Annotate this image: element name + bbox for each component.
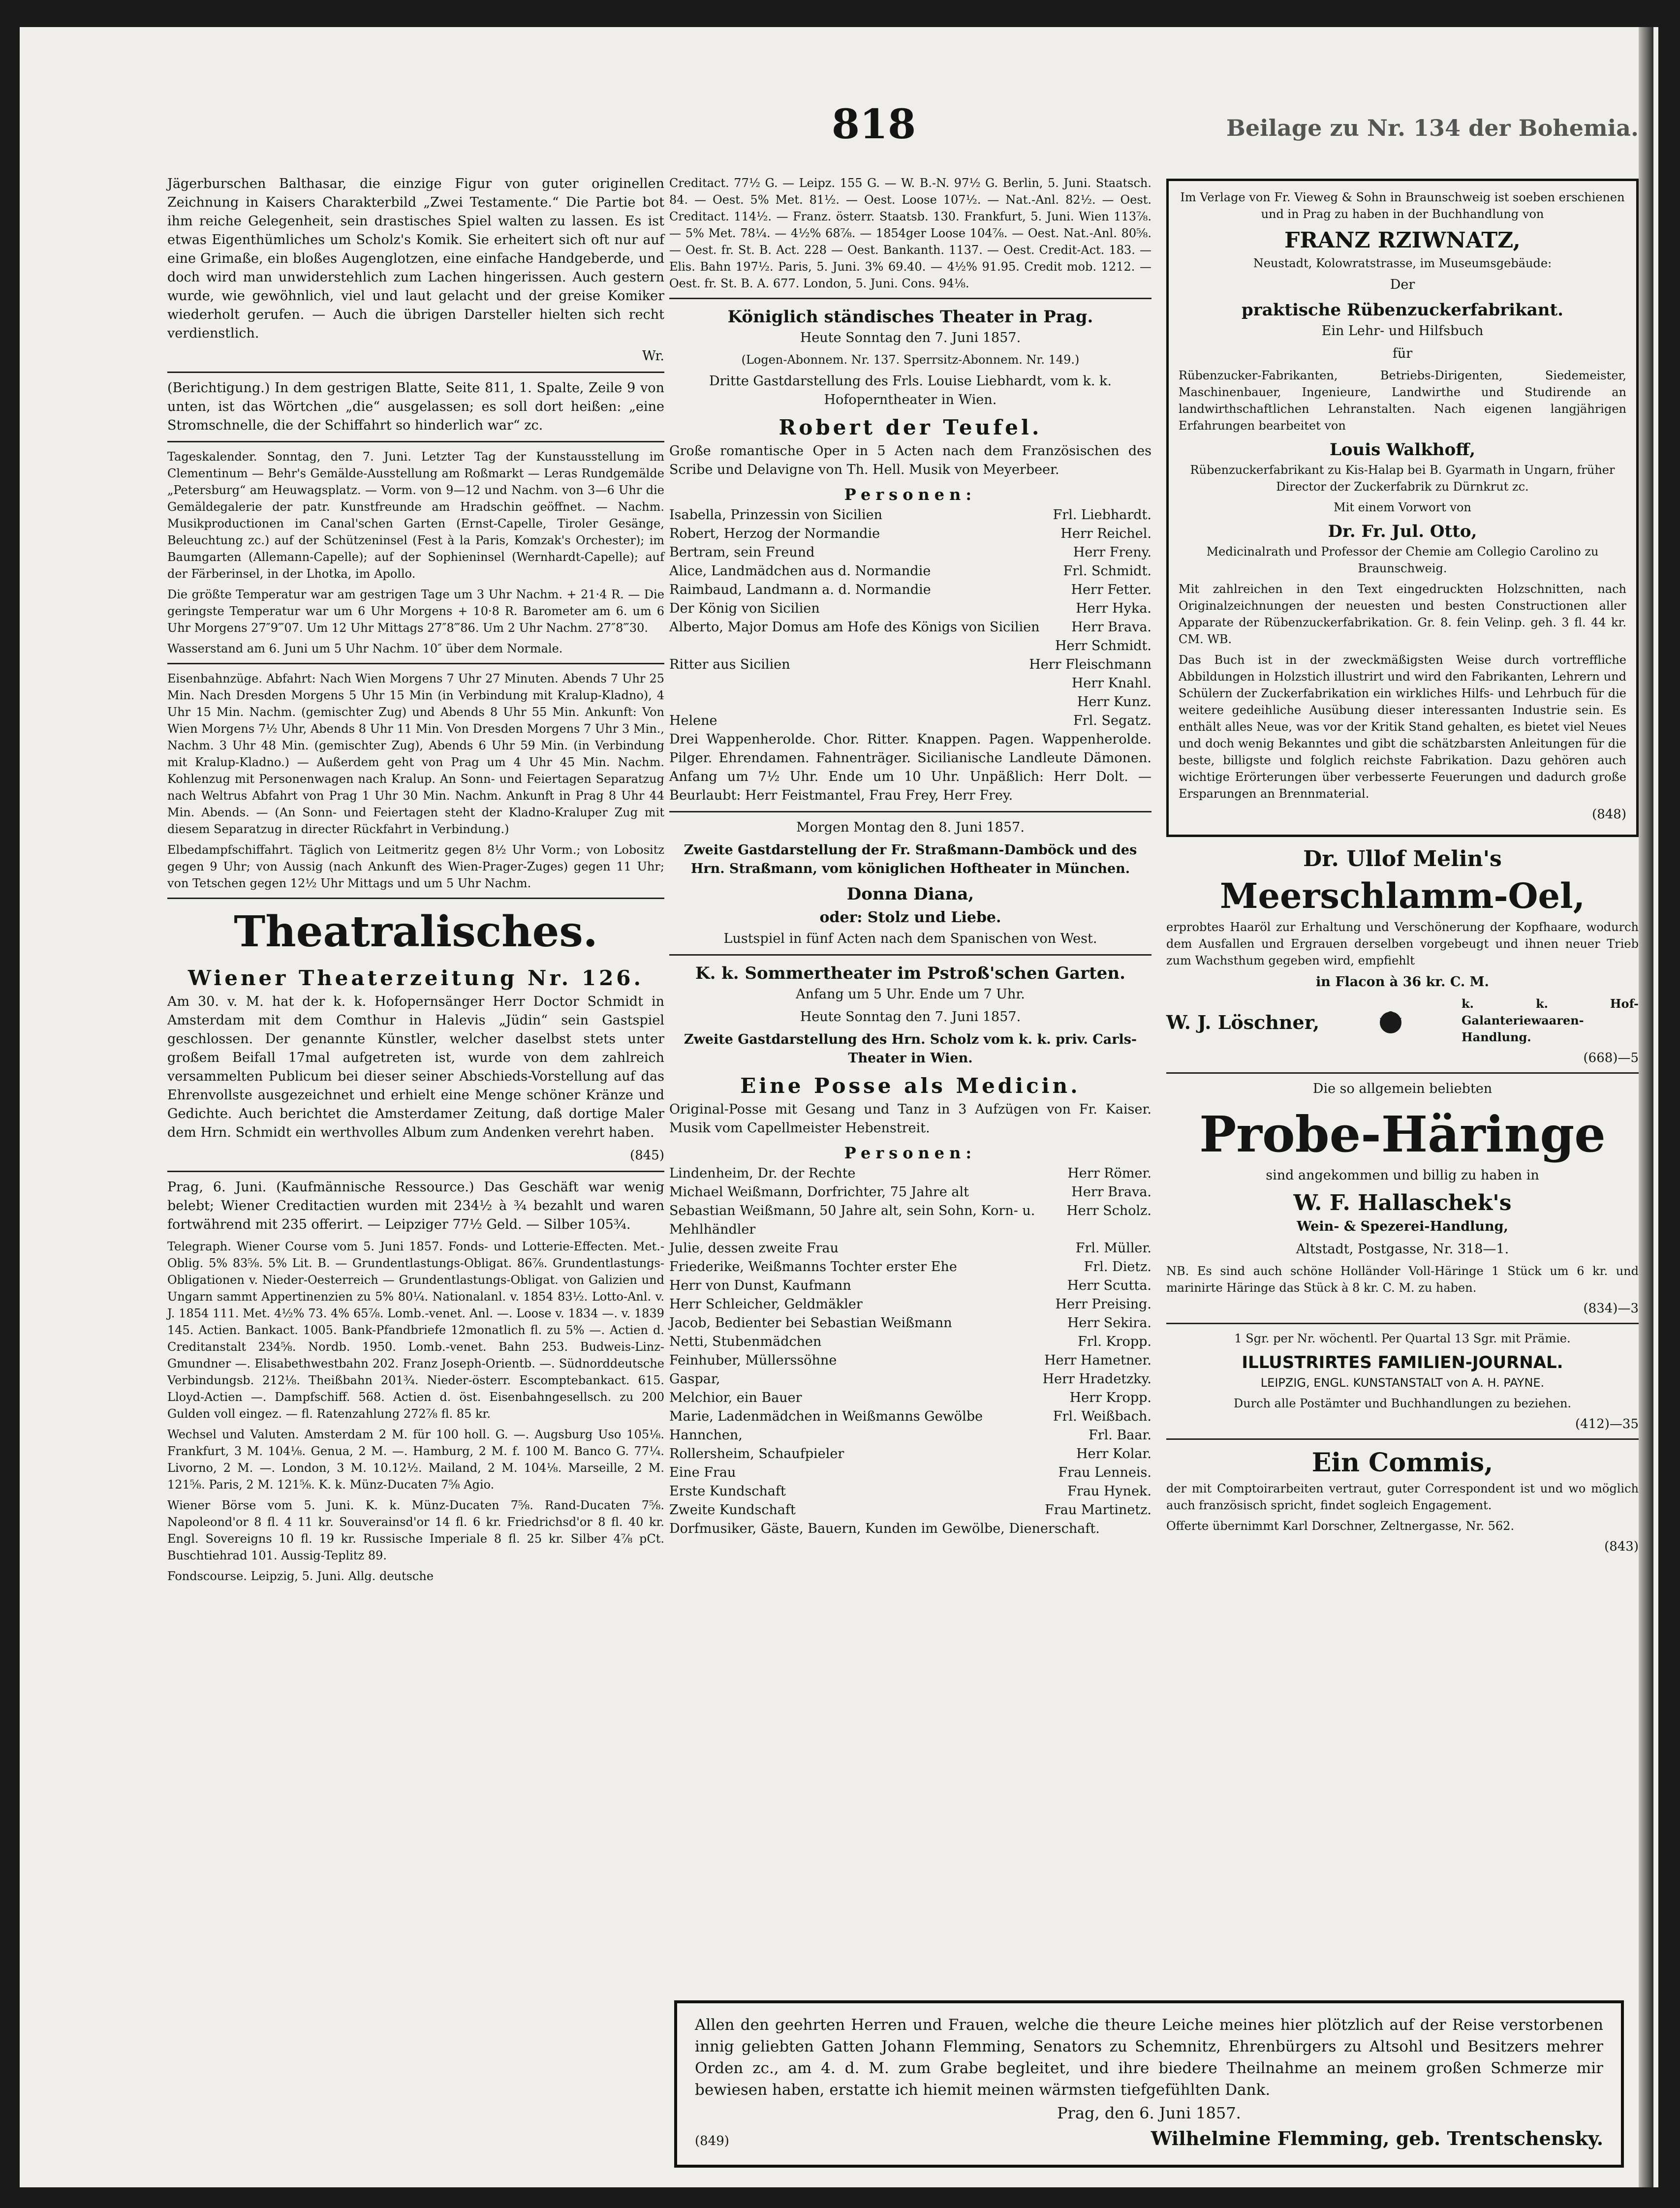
cast-row [669, 599, 1151, 618]
cast-row [669, 1445, 1151, 1463]
divider [167, 663, 664, 664]
theater-news: Am 30. v. M. hat der k. k. Hofopernsänger Herr Doctor Schmidt in Amsterdam mit dem Comthur in Halevis „Jüdin“ sein Gastspiel geschlossen. Der genannte Künstler, welcher daselbst stets unter großem Beifall 17mal aufgetreten ist, wurde von dem zahlreich versammelten Publicum bei dieser seiner Abschieds-Vorstellung auf das Ehrenvollste ausgezeichnet und erhielt eine Menge schöner Kränze und Gedichte. Auch berichtet die Amsterdamer Zeitung, daß dortige Maler dem Hrn. Schmidt ein werthvolles Album zum Andenken verehrt haben. [167, 994, 664, 1140]
theater-name: Königlich ständisches Theater in Prag. [727, 307, 1093, 327]
cast-actor: Herr Brava. [1071, 1184, 1151, 1200]
cast-header-2: Personen: [844, 1144, 977, 1162]
divider [167, 898, 664, 899]
cast-role: Raimbaud, Landmann a. d. Normandie [669, 582, 931, 597]
funeral-footer [695, 2122, 1603, 2149]
cast-role [669, 637, 1055, 655]
cast-actor: Herr Hametner. [1044, 1353, 1151, 1368]
subscription-info: (Logen-Abonnem. Nr. 137. Sperrsitz-Abonnem. Nr. 149.) [741, 353, 1080, 367]
journal-title: ILLUSTRIRTES FAMILIEN-JOURNAL. [1242, 1353, 1563, 1372]
summer-theater-times: Anfang um 5 Uhr. Ende um 7 Uhr. [796, 987, 1025, 1002]
cast-role: Eine Frau [669, 1465, 736, 1480]
cast-role: Rollersheim, Schaufpieler [669, 1446, 844, 1462]
herring-ref: (834)—3 [1583, 1301, 1639, 1316]
funeral-ref: (849) [695, 2134, 729, 2148]
divider [1166, 1072, 1639, 1074]
cast-row [669, 693, 1151, 712]
herring-address: Altstadt, Postgasse, Nr. 318—1. [1296, 1242, 1509, 1257]
theater-section-title: Theatralisches. [234, 907, 598, 957]
cast-row [669, 1202, 1151, 1239]
cast-role: Sebastian Weißmann, 50 Jahre alt, sein Sohn, Korn- u. Mehlhändler [669, 1203, 1035, 1237]
cast-list-2 [669, 1164, 1151, 1520]
herring-title: Probe-Häringe [1199, 1105, 1606, 1163]
railway-notice: Eisenbahnzüge. Abfahrt: Nach Wien Morgens 7 Uhr 27 Minuten. Abends 7 Uhr 25 Min. Nach Dresden Morgens 5 Uhr 15 Min (in Verbindung mit Kralup-Kladno), 4 Uhr 15 Min. Nachm. (gemischter Zug) und Abends 8 Uhr 55 Min. Ankunft: Von Wien Morgens 7½ Uhr, Abends 8 Uhr 11 Min. Von Dresden Morgens 7 Uhr 3 Min., Nachm. 3 Uhr 48 Min. (gemischter Zug), Abends 6 Uhr 59 Min. (in Verbindung mit Kralup-Kladno.) — Außerdem geht von Prag um 4 Uhr 45 Min. Nachm. Kohlenzug mit Personenwagen nach Kralup. An Sonn- und Feiertagen Separatzug nach Weltrus Abfahrt von Prag 1 Uhr 30 Min. Nachm. Ankunft in Prag 8 Uhr 44 Min. Abends. — (An Sonn- und Feiertagen steht der Kladno-Kraluper Zug mit diesem Separatzug in directer Rückfahrt in Verbindung.) [167, 672, 664, 836]
cast-row [669, 655, 1151, 674]
cast-actor: Herr Brava. [1071, 620, 1151, 635]
oil-seller-row [1166, 995, 1639, 1050]
cast-role: Herr von Dunst, Kaufmann [669, 1278, 851, 1293]
cast-row [669, 618, 1151, 637]
monday-date: Morgen Montag den 8. Juni 1857. [796, 820, 1025, 835]
herring-intro: Die so allgemein beliebten [1312, 1081, 1493, 1096]
cast-role [669, 693, 1077, 712]
performance-date: Heute Sonntag den 7. Juni 1857. [800, 330, 1021, 345]
column-right [1166, 175, 1639, 1559]
cast-row [669, 637, 1151, 655]
summer-theater-name: K. k. Sommertheater im Pstroß'schen Garten. [695, 964, 1125, 983]
divider [1166, 1323, 1639, 1324]
book-foreword: Mit einem Vorwort von [1334, 500, 1471, 514]
cast-row [669, 543, 1151, 562]
cast-row [669, 1463, 1151, 1482]
cast-actor: Herr Freny. [1073, 545, 1151, 560]
cast-actor: Frl. Müller. [1075, 1241, 1151, 1256]
divider [167, 441, 664, 442]
oil-text: erprobtes Haaröl zur Erhaltung und Verschönerung der Kopfhaare, wodurch dem Ausfallen und Ergrauen derselben vorgebeugt und ihnen neuer Trieb zum Wachsthum gegeben wird, empfiehlt [1166, 920, 1639, 967]
steamer-notice: Elbedampfschiffahrt. Täglich von Leitmeritz gegen 8½ Uhr Vorm.; von Lobositz gegen 9 Uhr; von Aussig (nach Ankunft des Wien-Prager-Zuges) gegen 11 Uhr; von Tetschen gegen 12½ Uhr Mittags und um 5 Uhr Nachm. [167, 843, 664, 890]
play-title: Donna Diana, [846, 884, 974, 904]
cast-actor: Herr Fleischmann [1029, 657, 1151, 672]
funeral-place-date: Prag, den 6. Juni 1857. [1057, 2104, 1241, 2122]
monday-guest: Zweite Gastdarstellung der Fr. Straßmann-Damböck und des Hrn. Straßmann, vom königlichen Hoftheater in München. [684, 842, 1137, 876]
page-header [20, 101, 1658, 160]
cast-row [669, 581, 1151, 599]
book-audience: Rübenzucker-Fabrikanten, Betriebs-Dirigenten, Siedemeister, Maschinenbauer, Ingenieure, Landwirthe und Studirende an landwirthschaftlichen Lehranstalten. Nach eigenen langjährigen Erfahrungen bearbeitet von [1179, 369, 1626, 433]
divider [1166, 1438, 1639, 1440]
divider [167, 372, 664, 373]
divider [669, 811, 1151, 812]
journal-distribution: Durch alle Postämter und Buchhandlungen zu beziehen. [1233, 1397, 1572, 1410]
supplement-title: Beilage zu Nr. 134 der Bohemia. [1226, 115, 1639, 141]
cast-list [669, 506, 1151, 730]
cast-role: Herr Schleicher, Geldmäkler [669, 1297, 863, 1312]
oil-brand: Dr. Ullof Melin's [1303, 846, 1502, 871]
cast-role: Ritter aus Sicilien [669, 657, 790, 672]
cast-row [669, 1164, 1151, 1183]
cast-row [669, 674, 1151, 693]
cast-row [669, 1333, 1151, 1351]
book-author-desc: Rübenzuckerfabrikant zu Kis-Halap bei B. Gyarmath in Ungarn, früher Director der Zuckerfabrik zu Dürnkrut zc. [1190, 463, 1615, 494]
cast-role: Marie, Ladenmädchen in Weißmanns Gewölbe [669, 1409, 983, 1424]
cast-actor: Herr Preising. [1055, 1297, 1151, 1312]
funeral-notice [674, 2000, 1624, 2168]
cast-role: Robert, Herzog der Normandie [669, 526, 880, 541]
opera-extra: Drei Wappenherolde. Chor. Ritter. Knappen. Pagen. Wappenherolde. Pilger. Ehrendamen. Fahnenträger. Sicilianische Landleute Dämonen. Anfang um 7½ Uhr. Ende um 10 Uhr. Unpäßlich: Herr Dolt. — Beurlaubt: Herr Feistmantel, Frau Frey, Herr Frey. [669, 732, 1151, 803]
cast-role: Alberto, Major Domus am Hofe des Königs von Sicilien [669, 620, 1040, 635]
cast-actor: Herr Schmidt. [1055, 638, 1151, 653]
water-level-notice: Wasserstand am 6. Juni um 5 Uhr Nachm. 10″ über dem Normale. [167, 642, 563, 655]
cast-row [669, 1407, 1151, 1426]
vienna-bourse: Wiener Börse vom 5. Juni. K. k. Münz-Ducaten 7⅝. Rand-Ducaten 7⅝. Napoleond'or 8 fl. 4 11 kr. Souverainsd'or 14 fl. 6 kr. Friedrichsd'or 8 fl. 40 kr. Engl. Sovereigns 10 fl. 19 kr. Russische Imperiale 8 fl. 25 kr. Silber 4⅞ pCt. Buschtiehrad 101. Aussig-Teplitz 89. [167, 1498, 664, 1562]
cast-row [669, 562, 1151, 581]
cast-actor: Frl. Segatz. [1073, 713, 1151, 728]
commis-ref: (843) [1604, 1539, 1639, 1554]
cast-row [669, 1389, 1151, 1407]
cast-actor: Herr Scholz. [1066, 1203, 1151, 1218]
oil-seller: W. J. Löschner, [1166, 1011, 1320, 1033]
book-foreword-desc: Medicinalrath und Professor der Chemie am Collegio Carolino zu Braunschweig. [1206, 545, 1599, 575]
cast-actor: Herr Kunz. [1077, 694, 1151, 710]
cast-actor: Frl. Dietz. [1084, 1259, 1151, 1275]
cast-role: Lindenheim, Dr. der Rechte [669, 1166, 856, 1181]
play-subtitle: oder: Stolz und Liebe. [819, 909, 1001, 926]
cast-row [669, 1183, 1151, 1202]
course-continuation: Creditact. 77½ G. — Leipz. 155 G. — W. B.-N. 97½ G. Berlin, 5. Juni. Staatsch. 84. — Oest. 5% Met. 81½. — Oest. Loose 107½. — Nat.-Anl. 82½. — Oest. Creditact. 114½. — Franz. österr. Staatsb. 130. Frankfurt, 5. Juni. Wien 113⅞. — 5% Met. 78¼. — 4½% 68⅞. — 1854ger Loose 104⅞. — Oest. Nat.-Anl. 80⅝. — Oest. fr. St. B. Act. 228 — Oest. Bankanth. 1137. — Oest. Credit-Act. 183. — Elis. Bahn 197½. Paris, 5. Juni. 3% 69.40. — 4½% 91.95. Credit mob. 1212. — Oest. fr. St. B. A. 677. London, 5. Juni. Cons. 94⅛. [669, 176, 1151, 290]
opera-description: Große romantische Oper in 5 Acten nach dem Französischen des Scribe und Delavigne von Th. Hell. Musik von Meyerbeer. [669, 443, 1151, 477]
cast-role: Isabella, Prinzessin von Sicilien [669, 507, 883, 523]
divider [167, 1171, 664, 1172]
book-ref: (848) [1592, 807, 1626, 822]
cast-row [669, 712, 1151, 730]
cast-row [669, 506, 1151, 525]
cast-role: Erste Kundschaft [669, 1484, 786, 1499]
telegraph-course: Telegraph. Wiener Course vom 5. Juni 1857. Fonds- und Lotterie-Effecten. Met.-Oblig. 5% 83⅝. 5% Lit. B. — Grundentlastungs-Obligat. 86⅞. Grundentlastungs-Obligationen v. Nieder-Oesterreich — Grundentlastungs-Obligat. von Galizien und Ungarn sammt Appertinenzien zu 5% 80¼. Nationalanl. v. 1854 83½. Lotto-Anl. v. J. 1854 111. Met. 4½% 73. 4% 65⅞. Lomb.-venet. Anl. —. Loose v. 1834 —. v. 1839 145. Actien. Bankact. 1005. Bank-Pfandbriefe 12monatlich fl. zu 5% —. Actien d. Creditanstalt 234⅝. Nordb. 1950. Lomb.-venet. Bahn 253. Budweis-Linz-Gmundner —. Elisabethwestbahn 202. Franz Joseph-Orientb. —. Südnorddeutsche Verbindungsb. 212⅛. Theißbahn 201¾. Nieder-österr. Escomptebankact. 615. Lloyd-Actien —. Dampfschiff. 568. Actien d. öst. Eisenbahngesellsch. zu 200 Gulden voll eingez. — fl. Ratenzahlung 272⅞ fl. 85 kr. [167, 1240, 664, 1421]
theater-ref: (845) [630, 1148, 664, 1163]
cast-role: Julie, dessen zweite Frau [669, 1241, 839, 1256]
opera-title: Robert der Teufel. [778, 415, 1042, 439]
cast-actor: Herr Hyka. [1076, 601, 1151, 616]
cast-actor: Frau Hynek. [1067, 1484, 1151, 1499]
fonds-course: Fondscourse. Leipzig, 5. Juni. Allg. deutsche [167, 1569, 434, 1583]
cast-role: Jacob, Bedienter bei Sebastian Weißmann [669, 1315, 952, 1331]
cast-role: Bertram, sein Freund [669, 545, 815, 560]
cast-header: Personen: [844, 485, 977, 504]
summer-theater-date: Heute Sonntag den 7. Juni 1857. [800, 1009, 1021, 1025]
commis-title: Ein Commis, [1311, 1448, 1493, 1478]
posse-extra: Dorfmusiker, Gäste, Bauern, Kunden im Gewölbe, Dienerschaft. [669, 1521, 1100, 1536]
binding-shadow [1639, 27, 1653, 2187]
column-middle [669, 175, 1151, 1542]
journal-price: 1 Sgr. per Nr. wöchentl. Per Quartal 13 Sgr. mit Prämie. [1234, 1332, 1571, 1345]
book-format: Mit zahlreichen in den Text eingedruckten Holzschnitten, nach Originalzeichnungen der neuesten und besten Constructionen aller Apparate der Rübenzuckerfabrikation. Gr. 8. fein Velinp. geh. 3 fl. 44 kr. CM. WB. [1179, 582, 1626, 646]
eagle-emblem-icon [1376, 1008, 1405, 1037]
cast-row [669, 1370, 1151, 1389]
review-text: Jägerburschen Balthasar, die einzige Figur von guter originellen Zeichnung in Kaisers Charakterbild „Zwei Testamente.“ Die Partie bot ihm reiche Gelegenheit, sein drastisches Spiel walten zu lassen. Es ist etwas Eigenthümliches um Scholz's Komik. Sie erheitert sich oft nur auf eine Grimaße, ein bloßes Augenglotzen, eine einfache Handgeberde, und doch wird man unwiderstehlich zum Lachen hingerissen. Auch gestern wurde, wie gewöhnlich, viel und laut gelacht und der greise Komiker wiederholt gerufen. — Auch die übrigen Darsteller hielten sich recht verdienstlich. [167, 176, 664, 341]
book-foreword-name: Dr. Fr. Jul. Otto, [1328, 522, 1477, 541]
cast-actor: Herr Scutta. [1067, 1278, 1151, 1293]
cast-row [669, 1351, 1151, 1370]
herring-shop-desc: Wein- & Spezerei-Handlung, [1297, 1219, 1508, 1234]
cast-actor: Herr Hradetzky. [1042, 1371, 1151, 1387]
cast-role: Hannchen, [669, 1428, 743, 1443]
cast-actor: Herr Kropp. [1069, 1390, 1151, 1405]
correction-notice: (Berichtigung.) In dem gestrigen Blatte, Seite 811, 1. Spalte, Zeile 9 von unten, ist das Wörtchen „die“ ausgelassen; es soll dort heißen: „eine Stromschnelle, die der Schiffahrt so hinderlich war“ zc. [167, 380, 664, 433]
cast-role: Der König von Sicilien [669, 601, 820, 616]
cast-row [669, 1426, 1151, 1445]
herring-shop: W. F. Hallaschek's [1293, 1190, 1512, 1215]
cast-row [669, 525, 1151, 543]
calendar-notice: Tageskalender. Sonntag, den 7. Juni. Letzter Tag der Kunstausstellung im Clementinum — Behr's Gemälde-Ausstellung am Roßmarkt — Leras Rundgemälde „Petersburg“ am Heuwagsplatz. — Vorm. von 9—12 und Nachm. von 3—6 Uhr die Gemäldegalerie der patr. Kunstfreunde am Hradschin geöffnet. — Nachm. Musikproductionen im Canal'schen Garten (Ernst-Capelle, Tiroler Gesänge, Beleuchtung zc.) auf der Schützeninsel (Fest à la Paris, Komzak's Orchester); im Baumgarten (Allemann-Capelle); auf der Sophieninsel (Wernhardt-Capelle); auf der Färberinsel, in der Lhotka, im Apollo. [167, 450, 664, 581]
cast-role: Friederike, Weißmanns Tochter erster Ehe [669, 1259, 957, 1275]
summer-theater-guest: Zweite Gastdarstellung des Hrn. Scholz vom k. k. priv. Carls-Theater in Wien. [684, 1032, 1137, 1066]
oil-price: in Flacon à 36 kr. C. M. [1316, 974, 1489, 990]
guest-performance: Dritte Gastdarstellung des Frls. Louise Liebhardt, vom k. k. Hofoperntheater in Wien. [709, 373, 1112, 407]
herring-nb: NB. Es sind auch schöne Holländer Voll-Häringe 1 Stück um 6 kr. und marinirte Häringe das Stück à 8 kr. C. M. zu haben. [1166, 1264, 1639, 1295]
cast-role: Netti, Stubenmädchen [669, 1334, 822, 1349]
cast-role: Melchior, ein Bauer [669, 1390, 802, 1405]
cast-actor: Herr Kolar. [1076, 1446, 1151, 1462]
herring-text: sind angekommen und billig zu haben in [1266, 1168, 1539, 1183]
cast-actor: Herr Reichel. [1060, 526, 1151, 541]
journal-ref: (412)—35 [1575, 1417, 1639, 1431]
column-left [167, 175, 664, 1588]
cast-role: Helene [669, 713, 717, 728]
cast-actor: Herr Römer. [1067, 1166, 1151, 1181]
posse-description: Original-Posse mit Gesang und Tanz in 3 Aufzügen von Fr. Kaiser. Musik vom Capellmeister Hebenstreit. [669, 1102, 1151, 1136]
book-author: Louis Walkhoff, [1329, 440, 1476, 460]
oil-ref: (668)—5 [1583, 1051, 1639, 1065]
posse-title: Eine Posse als Medicin. [740, 1074, 1081, 1098]
cast-role [669, 674, 1072, 693]
cast-actor: Frau Lenneis. [1058, 1465, 1151, 1480]
cast-row [669, 1482, 1151, 1501]
book-for: für [1392, 346, 1413, 361]
book-text: Das Buch ist in der zweckmäßigsten Weise durch vortreffliche Abbildungen in Holzstich illustrirt und wird den Fabrikanten, Lehrern und Schülern der Zuckerfabrikation ein wirkliches Hilfs- und Lehrbuch für die weitere gedeihliche Ausübung dieser interessanten Industrie sein. Es enthält alles Neue, was vor der Kritik Stand gehalten, es bietet viel Neues und doch wenig Bekanntes und gibt die schätzbarsten Anleitungen für die beste, billigste und folglich reichste Fabrikation. Dazu gehören auch wichtige Erörterungen über verbesserte Feuerungen und dadurch große Ersparungen an Brennmaterial. [1179, 653, 1626, 801]
review-signature: Wr. [642, 348, 664, 364]
market-report: Prag, 6. Juni. (Kaufmännische Ressource.) Das Geschäft war wenig belebt; Wiener Creditactien wurden mit 234½ à ¾ bezahlt und waren fortwährend mit 235 offerirt. — Leipziger 77½ Geld. — Silber 105¾. [167, 1180, 664, 1232]
book-article: Der [1390, 277, 1415, 292]
funeral-text: Allen den geehrten Herren und Frauen, welche die theure Leiche meines hier plötzlich auf der Reise verstorbenen innig geliebten Gatten Johann Flemming, Senators zu Schemnitz, Ehrenbürgers zu Altsohl und Besitzers mehrer Orden zc., am 4. d. M. zum Grabe begleitet, und ihre biedere Theilnahme an meinem großen Schmerze mir bewiesen haben, erstatte ich hiemit meinen wärmsten tiefgefühlten Dank. [695, 2016, 1603, 2099]
play-description: Lustspiel in fünf Acten nach dem Spanischen von West. [723, 931, 1097, 946]
cast-actor: Frl. Kropp. [1078, 1334, 1151, 1349]
oil-seller-desc: k. k. Hof-Galanteriewaaren-Handlung. [1462, 996, 1639, 1044]
cast-actor: Herr Fetter. [1071, 582, 1151, 597]
divider [669, 954, 1151, 956]
cast-row [669, 1501, 1151, 1520]
cast-row [669, 1295, 1151, 1314]
oil-title: Meerschlamm-Oel, [1220, 875, 1585, 916]
cast-actor: Frl. Weißbach. [1053, 1409, 1151, 1424]
cast-role: Michael Weißmann, Dorfrichter, 75 Jahre alt [669, 1184, 969, 1200]
theater-paper-title: Wiener Theaterzeitung Nr. 126. [187, 966, 644, 990]
cast-actor: Frl. Liebhardt. [1053, 507, 1151, 523]
divider [669, 298, 1151, 299]
commis-text: der mit Comptoirarbeiten vertraut, guter Correspondent ist und wo möglich auch französisch spricht, findet sogleich Engagement. [1166, 1482, 1639, 1512]
cast-row [669, 1239, 1151, 1258]
cast-role: Zweite Kundschaft [669, 1502, 796, 1518]
cast-role: Alice, Landmädchen aus d. Normandie [669, 563, 931, 579]
book-advert [1166, 179, 1639, 837]
funeral-signature: Wilhelmine Flemming, geb. Trentschensky. [1151, 2127, 1603, 2149]
cast-role: Feinhuber, Müllerssöhne [669, 1353, 837, 1368]
book-address: Neustadt, Kolowratstrasse, im Museumsgebäude: [1253, 256, 1552, 270]
valuta-course: Wechsel und Valuten. Amsterdam 2 M. für 100 holl. G. —. Augsburg Uso 105⅛. Frankfurt, 3 M. 104⅛. Genua, 2 M. —. Hamburg, 2 M. f. 100 M. Banco G. 77¼. Livorno, 2 M. —. London, 3 M. 10.12½. Mailand, 2 M. 104⅛. Marseille, 2 M. 121⅝. Paris, 2 M. 121⅝. K. k. Münz-Ducaten 7⅝ Agio. [167, 1428, 664, 1492]
cast-role: Gaspar, [669, 1371, 720, 1387]
cast-row [669, 1276, 1151, 1295]
journal-publisher: LEIPZIG, ENGL. KUNSTANSTALT von A. H. PAYNE. [1260, 1376, 1545, 1390]
cast-actor: Herr Sekira. [1067, 1315, 1151, 1331]
cast-actor: Frau Martinetz. [1045, 1502, 1151, 1518]
book-publisher: Im Verlage von Fr. Vieweg & Sohn in Braunschweig ist soeben erschienen und in Prag zu haben in der Buchhandlung von [1180, 190, 1625, 221]
cast-actor: Herr Knahl. [1071, 676, 1151, 691]
cast-row [669, 1314, 1151, 1333]
page-number: 818 [832, 101, 916, 148]
weather-notice: Die größte Temperatur war am gestrigen Tage um 3 Uhr Nachm. + 21·4 R. — Die geringste Temperatur war um 6 Uhr Morgens + 10·8 R. Barometer am 6. um 6 Uhr Morgens 27″9‴07. Um 12 Uhr Mittags 27″8‴86. Um 2 Uhr Nachm. 27″8‴30. [167, 588, 664, 635]
book-subtitle: Ein Lehr- und Hilfsbuch [1321, 323, 1484, 339]
book-title: praktische Rübenzuckerfabrikant. [1242, 300, 1563, 320]
newspaper-page [20, 27, 1658, 2187]
commis-contact: Offerte übernimmt Karl Dorschner, Zeltnergasse, Nr. 562. [1166, 1519, 1515, 1533]
book-dealer: FRANZ RZIWNATZ, [1284, 228, 1521, 253]
cast-row [669, 1258, 1151, 1276]
cast-actor: Frl. Baar. [1089, 1428, 1151, 1443]
cast-actor: Frl. Schmidt. [1063, 563, 1151, 579]
